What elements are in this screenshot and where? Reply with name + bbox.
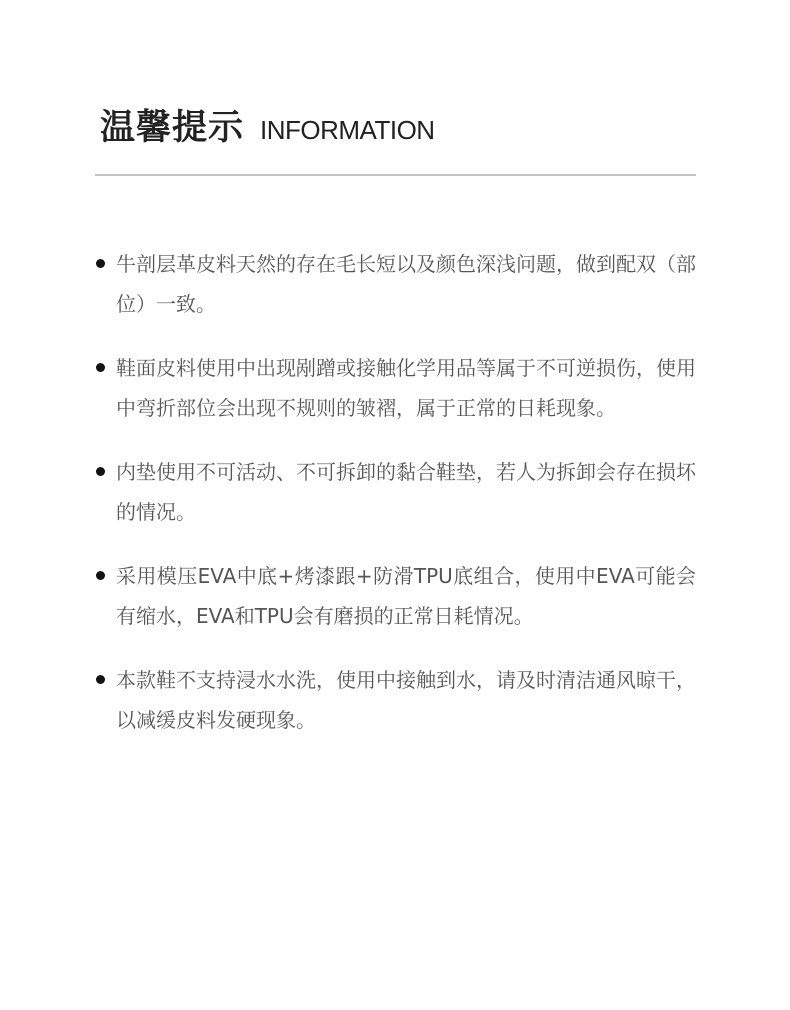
bullet-dot-icon xyxy=(96,259,105,268)
tip-item xyxy=(96,348,696,428)
tip-item xyxy=(96,452,696,532)
tip-text: 内垫使用不可活动、不可拆卸的黏合鞋垫，若人为拆卸会存在损坏的情况。 xyxy=(116,460,696,524)
page-subtitle: INFORMATION xyxy=(260,115,435,145)
tip-text: 牛剖层革皮料天然的存在毛长短以及颜色深浅问题，做到配双（部位）一致。 xyxy=(116,252,696,316)
tip-item xyxy=(96,660,696,740)
page-header xyxy=(100,100,435,150)
tip-item xyxy=(96,244,696,324)
bullet-dot-icon xyxy=(96,363,105,372)
page-title: 温馨提示 xyxy=(100,108,245,148)
tip-text: 鞋面皮料使用中出现剐蹭或接触化学用品等属于不可逆损伤，使用中弯折部位会出现不规则的皱褶，属于正常的日耗现象。 xyxy=(116,356,696,420)
bullet-dot-icon xyxy=(96,571,105,580)
tip-text: 采用模压EVA中底+烤漆跟+防滑TPU底组合，使用中EVA可能会有缩水，EVA和TPU会有磨损的正常日耗情况。 xyxy=(116,564,696,628)
bullet-dot-icon xyxy=(96,467,105,476)
tip-item xyxy=(96,556,696,636)
tips-list xyxy=(96,244,696,764)
tip-text: 本款鞋不支持浸水水洗，使用中接触到水，请及时清洁通风晾干，以减缓皮料发硬现象。 xyxy=(116,668,696,732)
header-divider xyxy=(95,174,696,176)
bullet-dot-icon xyxy=(96,675,105,684)
